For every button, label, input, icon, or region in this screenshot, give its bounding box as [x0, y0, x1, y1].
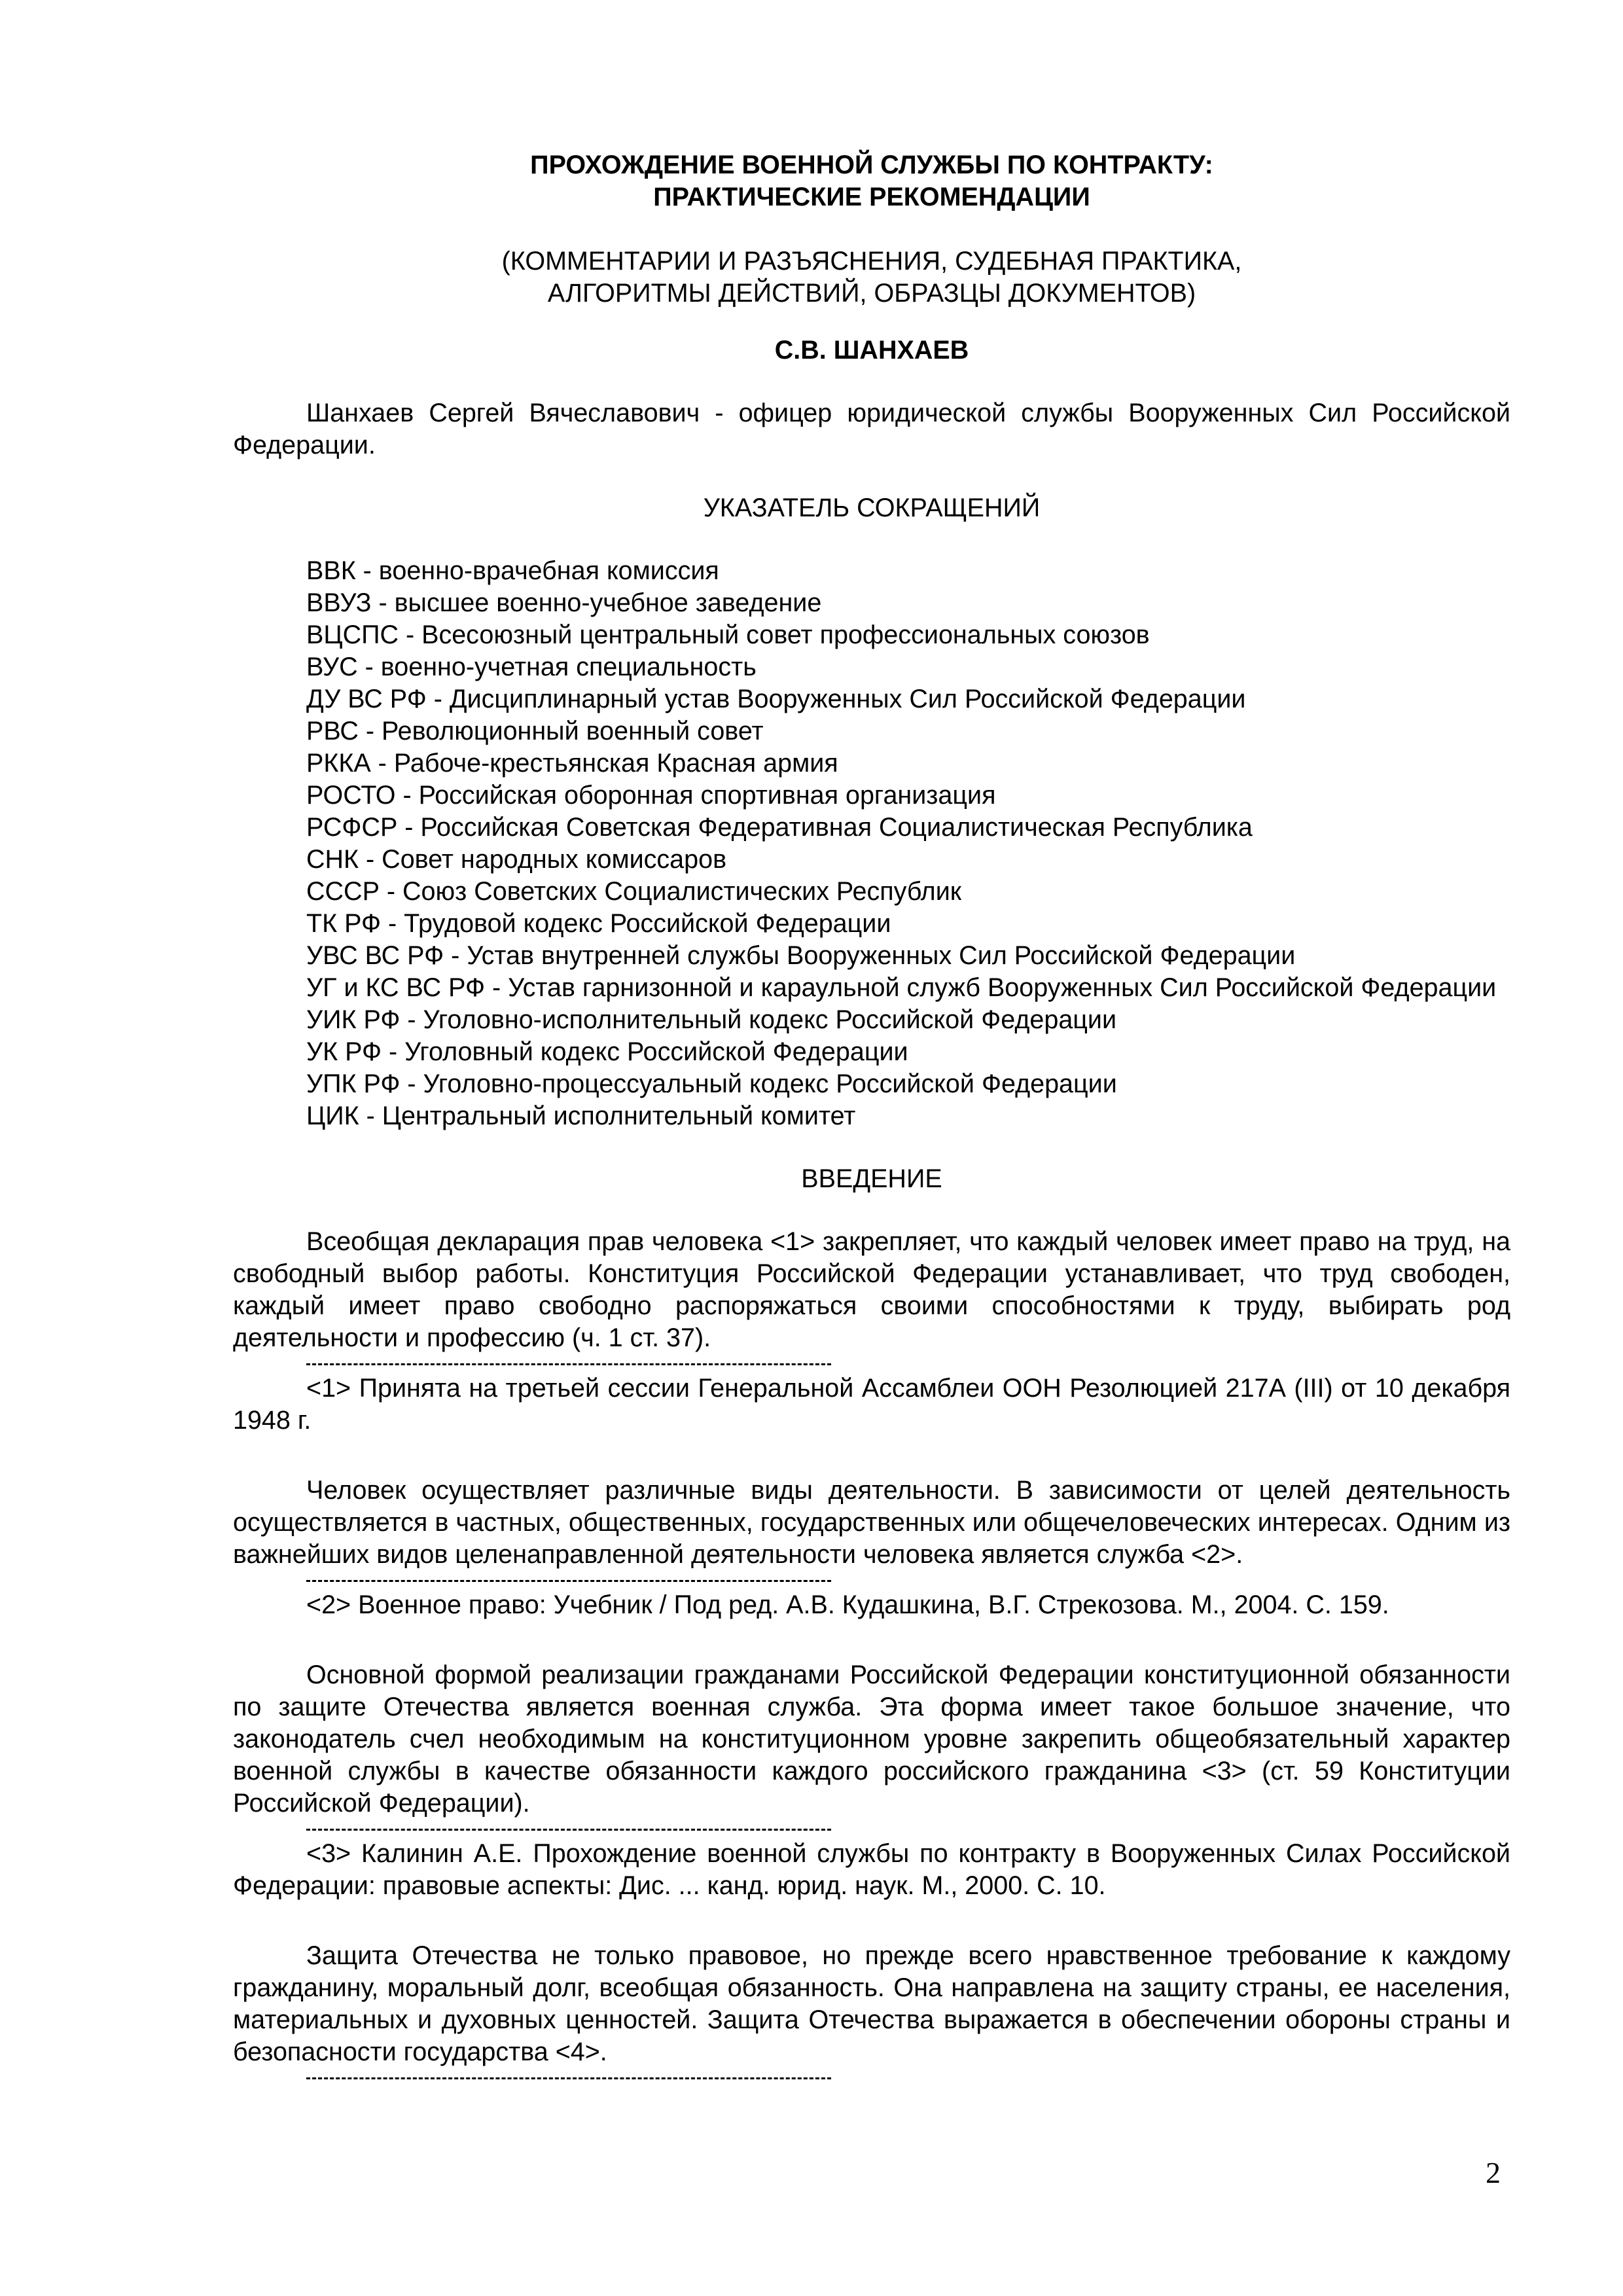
document-subtitle [233, 245, 1510, 310]
title-line-1: ПРОХОЖДЕНИЕ ВОЕННОЙ СЛУЖБЫ ПО КОНТРАКТУ: [530, 151, 1213, 179]
footnote-separator-1 [306, 1354, 831, 1365]
page-content [233, 149, 1510, 2087]
body-paragraph-4: Защита Отечества не только правовое, но прежде всего нравственное требование к каждому гражданину, моральный долг, всеобщая обязанность. Она направлена на защиту страны, ее населения, материальных и духовных ценностей. Защита Отечества выражается в обеспечении обороны страны и безопасности государства <4>. [233, 1941, 1510, 2066]
abbreviation-item: ВВК - военно-врачебная комиссия [306, 556, 719, 585]
abbreviation-item: РВС - Революционный военный совет [306, 717, 764, 745]
abbreviation-item: УИК РФ - Уголовно-исполнительный кодекс Российской Федерации [306, 1005, 1117, 1034]
footnote-separator-2 [306, 1571, 831, 1582]
body-paragraph-2: Человек осуществляет различные виды деятельности. В зависимости от целей деятельность осуществляется в частных, общественных, государственных или общечеловеческих интересах. Одним из важнейших видов целенаправленной деятельности человека является служба <2>. [233, 1476, 1510, 1569]
abbreviations-heading: УКАЗАТЕЛЬ СОКРАЩЕНИЙ [703, 493, 1041, 522]
abbreviation-item: РККА - Рабоче-крестьянская Красная армия [306, 749, 838, 778]
body-paragraph-1: Всеобщая декларация прав человека <1> закрепляет, что каждый человек имеет право на труд, на свободный выбор работы. Конституция Российской Федерации устанавливает, что труд свободен, каждый имеет право свободно распоряжаться своими способностями к труду, выбирать род деятельности и профессию (ч. 1 ст. 37). [233, 1227, 1510, 1352]
abbreviation-item: СССР - Союз Советских Социалистических Республик [306, 877, 962, 906]
abbreviation-item: ВЦСПС - Всесоюзный центральный совет профессиональных союзов [306, 620, 1150, 649]
footnote-2: <2> Военное право: Учебник / Под ред. А.В. Кудашкина, В.Г. Стрекозова. М., 2004. С. 159. [306, 1590, 1389, 1619]
abbreviation-item: УК РФ - Уголовный кодекс Российской Федерации [306, 1037, 908, 1066]
abbreviation-item: ДУ ВС РФ - Дисциплинарный устав Вооруженных Сил Российской Федерации [306, 685, 1246, 713]
abbreviation-item: УГ и КС ВС РФ - Устав гарнизонной и караульной служб Вооруженных Сил Российской Федерации [306, 973, 1497, 1002]
abbreviation-item: РОСТО - Российская оборонная спортивная организация [306, 781, 996, 810]
author-name: С.В. ШАНХАЕВ [774, 336, 969, 365]
abbreviation-item: РСФСР - Российская Советская Федеративная Социалистическая Республика [306, 813, 1253, 842]
subtitle-line-2: АЛГОРИТМЫ ДЕЙСТВИЙ, ОБРАЗЦЫ ДОКУМЕНТОВ) [547, 279, 1196, 308]
body-paragraph-3: Основной формой реализации гражданами Российской Федерации конституционной обязанности по защите Отечества является военная служба. Эта форма имеет такое большое значение, что законодатель счел необходимым на конституционном уровне закрепить общеобязательный характер военной службы в качестве обязанности каждого российского гражданина <3> (ст. 59 Конституции Российской Федерации). [233, 1660, 1510, 1818]
footnote-1: <1> Принята на третьей сессии Генеральной Ассамблеи ООН Резолюцией 217А (III) от 10 декабря 1948 г. [233, 1374, 1510, 1435]
abbreviation-item: УПК РФ - Уголовно-процессуальный кодекс Российской Федерации [306, 1069, 1117, 1098]
abbreviation-item: ЦИК - Центральный исполнительный комитет [306, 1102, 856, 1130]
abbreviation-item: СНК - Совет народных комиссаров [306, 845, 727, 874]
abbreviation-item: УВС ВС РФ - Устав внутренней службы Вооруженных Сил Российской Федерации [306, 941, 1296, 970]
subtitle-line-1: (КОММЕНТАРИИ И РАЗЪЯСНЕНИЯ, СУДЕБНАЯ ПРАКТИКА, [501, 247, 1242, 276]
page-number: 2 [1486, 2156, 1501, 2189]
intro-heading: ВВЕДЕНИЕ [801, 1164, 942, 1193]
author-info: Шанхаев Сергей Вячеславович - офицер юридической службы Вооруженных Сил Российской Федерации. [233, 399, 1510, 459]
abbreviation-item: ВВУЗ - высшее военно-учебное заведение [306, 588, 822, 617]
footnote-3: <3> Калинин А.Е. Прохождение военной службы по контракту в Вооруженных Силах Российской Федерации: правовые аспекты: Дис. ... канд. юрид. наук. М., 2000. С. 10. [233, 1839, 1510, 1900]
footnote-separator-4 [306, 2068, 831, 2079]
abbreviation-item: ТК РФ - Трудовой кодекс Российской Федерации [306, 909, 891, 938]
abbreviations-list [233, 555, 1510, 1132]
footnote-separator-3 [306, 1820, 831, 1831]
abbreviation-item: ВУС - военно-учетная специальность [306, 653, 757, 681]
title-line-2: ПРАКТИЧЕСКИЕ РЕКОМЕНДАЦИИ [653, 183, 1090, 211]
document-title [233, 149, 1510, 213]
